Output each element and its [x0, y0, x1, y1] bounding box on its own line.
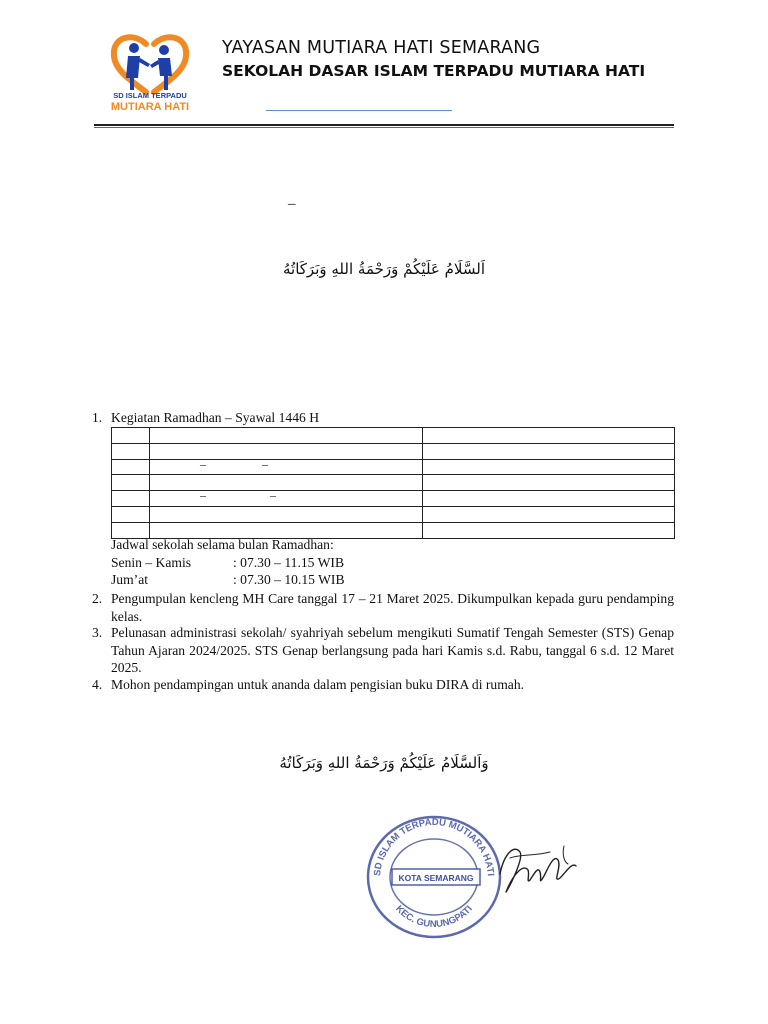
table-cell: [150, 506, 423, 522]
stamp-ring-text-bottom: KEC. GUNUNGPATI: [393, 903, 475, 931]
activity-table: [111, 427, 675, 539]
table-cell: [150, 522, 423, 538]
table-cell: [150, 456, 423, 475]
cell-dash: –: [200, 456, 206, 471]
table-row: [112, 522, 675, 538]
list-item-text: Pengumpulan kencleng MH Care tanggal 17 – 21 Maret 2025. Dikumpulkan kepada guru pendamping kelas.: [111, 591, 674, 624]
table-cell: [423, 443, 675, 459]
signature: [480, 834, 582, 904]
header-underline: [266, 110, 452, 111]
schedule-title: Jadwal sekolah selama bulan Ramadhan:: [111, 537, 334, 552]
table-cell: [423, 428, 675, 444]
table-row: [112, 491, 675, 507]
list-item-number: 2.: [92, 591, 103, 606]
list-item-number: 3.: [92, 625, 103, 640]
table-cell: [112, 522, 150, 538]
table-cell: [423, 506, 675, 522]
cell-dash: –: [262, 456, 268, 471]
table-row: [112, 428, 675, 444]
list-item-text: Pelunasan administrasi sekolah/ syahriyah sebelum mengikuti Sumatif Tengah Semester (STS) Genap Tahun Ajaran 2024/2025. STS Genap berlangsung pada hari Kamis s.d. Rabu, tanggal 6 s.d. 12 Maret 2025.: [111, 625, 674, 675]
table-cell: [423, 459, 675, 475]
table-cell: [150, 488, 423, 507]
table-cell: [150, 475, 423, 491]
table-row: [112, 443, 675, 459]
closing-greeting: وَاَلسَّلَامُ عَلَيْكُمْ وَرَحْمَةُ اللهِ وَبَرَكَاتُهُ: [279, 754, 489, 772]
stamp-center-text: KOTA SEMARANG: [398, 873, 474, 883]
table-cell: [150, 443, 423, 459]
list-item-text: Mohon pendampingan untuk ananda dalam pengisian buku DIRA di rumah.: [111, 677, 525, 692]
schedule-day: Senin – Kamis: [111, 555, 192, 570]
schedule-day: Jum’at: [111, 572, 148, 587]
table-cell: [423, 491, 675, 507]
list-item-text: Kegiatan Ramadhan – Syawal 1446 H: [111, 410, 320, 425]
table-cell: [112, 475, 150, 491]
table-cell: [423, 522, 675, 538]
list-item-number: 1.: [92, 410, 103, 425]
table-cell: [112, 459, 150, 475]
cell-dash: –: [270, 488, 276, 503]
table-cell: [112, 443, 150, 459]
table-cell: [112, 491, 150, 507]
table-cell: [150, 428, 423, 444]
letterhead-rule: [94, 124, 674, 126]
school-name: SEKOLAH DASAR ISLAM TERPADU MUTIARA HATI: [222, 62, 646, 80]
table-row: [112, 475, 675, 491]
table-cell: [112, 506, 150, 522]
logo-caption-bottom: MUTIARA HATI: [110, 101, 190, 113]
school-logo: [104, 34, 196, 114]
cell-dash: –: [200, 488, 206, 503]
letterhead-rule-thin: [94, 127, 674, 128]
table-row: [112, 506, 675, 522]
table-cell: [423, 475, 675, 491]
list-item-number: 4.: [92, 677, 103, 692]
stamp-ring-text-top: SD ISLAM TERPADU MUTIARA HATI: [372, 816, 496, 877]
table-cell: [112, 428, 150, 444]
logo-caption-top: SD ISLAM TERPADU: [113, 91, 187, 100]
table-row: [112, 459, 675, 475]
subject-dash: –: [288, 196, 296, 212]
opening-greeting: اَلسَّلَامُ عَلَيْكُمْ وَرَحْمَةُ اللهِ وَبَرَكَاتُهُ: [283, 260, 485, 278]
schedule-time: : 07.30 – 11.15 WIB: [233, 555, 345, 570]
foundation-name: YAYASAN MUTIARA HATI SEMARANG: [222, 38, 541, 58]
schedule-time: : 07.30 – 10.15 WIB: [233, 572, 345, 587]
